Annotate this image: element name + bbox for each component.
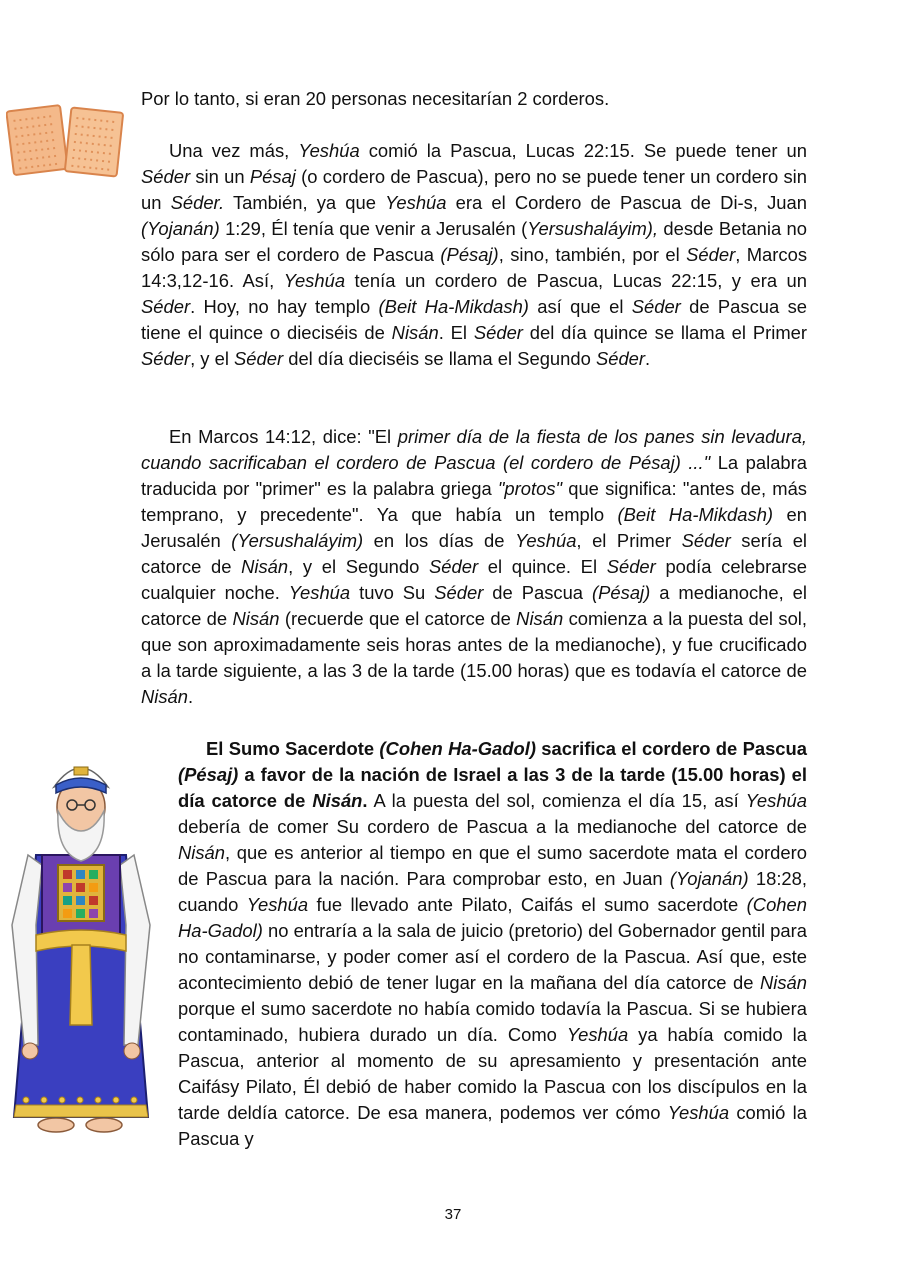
italic-term: Yeshúa [385, 192, 447, 213]
text-run: 1:29, Él tenía que venir a Jerusalén ( [219, 218, 528, 239]
paragraph-lamb-count [141, 86, 807, 112]
text-run: En Marcos 14:12, dice: "El [169, 426, 398, 447]
text-run: Por lo tanto, si eran 20 personas necesitarían 2 corderos. [141, 88, 610, 109]
italic-term: (Cohen Ha-Gadol) [379, 738, 536, 759]
italic-quote: primer día de la fiesta de los panes sin levadura, cuando sacrificaban el cordero de Pascua (el cordero de Pésaj) ..." [141, 426, 807, 473]
text-run: a medianoche, el catorce de [141, 582, 807, 629]
text-run: , y el [190, 348, 235, 369]
italic-term: Nisán [241, 556, 289, 577]
italic-term: Séder [429, 556, 479, 577]
italic-term: Séder [473, 322, 523, 343]
italic-term: Séder. [170, 192, 225, 213]
text-run: (recuerde que el catorce de [279, 608, 517, 629]
text-run: fue llevado ante Pilato, Caifás el sumo sacerdote [308, 894, 747, 915]
text-run: También, ya que [224, 192, 386, 213]
text-run: Una vez más, [169, 140, 299, 161]
italic-term: (Pésaj) [592, 582, 651, 603]
text-run: debería de comer Su cordero de Pascua a la medianoche del catorce de [178, 816, 807, 837]
italic-term: Séder [141, 348, 191, 369]
text-run: La palabra traducida por "primer" es la palabra griega [141, 452, 807, 499]
italic-term: (Beit Ha-Mikdash) [378, 296, 529, 317]
text-run: podía celebrarse cualquier noche. [141, 556, 807, 603]
italic-term: Séder [681, 530, 731, 551]
text-run: , y el Segundo [288, 556, 430, 577]
italic-term: (Pésaj) [440, 244, 499, 265]
bold-text: . [362, 790, 368, 811]
italic-term: Nisán [178, 842, 226, 863]
italic-term: (Yersushaláyim) [231, 530, 364, 551]
text-run: , sino, también, por el [498, 244, 687, 265]
text-run: de Pascua se tiene el quince o dieciséis de [141, 296, 807, 343]
text-run: 18:28, cuando [178, 868, 807, 915]
page-number: 37 [444, 1206, 462, 1223]
high-priest-illustration [6, 745, 156, 1135]
italic-term: Nisán [312, 790, 363, 811]
italic-term: Nisán [759, 972, 807, 993]
italic-term: Yeshúa [515, 530, 577, 551]
italic-term: Pésaj [249, 166, 296, 187]
text-run: no entraría a la sala de juicio (pretorio) del Gobernador gentil para no contaminarse, y poder comer así el cordero de la Pascua. Así que, este acontecimiento debió de tener lugar en la mañana del día catorce de [178, 920, 807, 993]
text-run: del día quince se llama el Primer [522, 322, 807, 343]
italic-term: Séder [141, 166, 191, 187]
text-run: . Hoy, no hay templo [190, 296, 379, 317]
italic-term: Yeshúa [283, 270, 346, 291]
text-run: tenía un cordero de Pascua, Lucas 22:15, y era un [345, 270, 808, 291]
text-run: del día dieciséis se llama el Segundo [283, 348, 596, 369]
bold-text: sacrifica el cordero de Pascua [535, 738, 808, 759]
text-run: en Jerusalén [141, 504, 807, 551]
text-run: , Marcos 14:3,12-16. Así, [141, 244, 808, 291]
paragraph-seder-pesaj [141, 138, 807, 372]
text-run: porque el sumo sacerdote no había comido todavía la Pascua. Si se hubiera contaminado, hubiera durado un día. Como [178, 998, 807, 1045]
text-run: ya había comido la Pascua, anterior al momento de su apresamiento y presentación ante Caifásy Pilato, Él debió de haber comido la Pascua con los discípulos en la tarde deldía catorce. De esa manera, podemos ver cómo [178, 1024, 807, 1123]
text-run: comienza a la puesta del sol, que son aproximadamente seis horas antes de la medianoche), y fue crucificado a la tarde siguiente, a las 3 de la tarde (15.00 horas) que es todavía el catorce de [141, 608, 807, 681]
matzah-bread-illustration [6, 100, 124, 182]
italic-term: Séder [631, 296, 681, 317]
italic-term: Nisán [516, 608, 564, 629]
text-run: . [188, 686, 194, 707]
text-run: comió la Pascua, Lucas 22:15. Se puede tener un [359, 140, 807, 161]
italic-term: Séder [234, 348, 284, 369]
italic-term: (Beit Ha-Mikdash) [617, 504, 774, 525]
text-run: sin un [190, 166, 250, 187]
italic-term: Séder [606, 556, 656, 577]
italic-term: (Pésaj) [178, 764, 239, 785]
text-run: , el Primer [576, 530, 682, 551]
italic-term: (Yojanán) [141, 218, 220, 239]
italic-term: Yeshúa [745, 790, 807, 811]
text-run: comió la Pascua y [178, 1102, 807, 1149]
text-run: de Pascua [483, 582, 592, 603]
italic-term: Séder [141, 296, 191, 317]
italic-term: Séder [595, 348, 646, 369]
paragraph-marcos-14-12 [141, 424, 807, 710]
italic-term: Yersushaláyim), [527, 218, 659, 239]
text-run: (o cordero de Pascua), pero no se puede tener un cordero sin un [141, 166, 807, 213]
italic-term: Yeshúa [667, 1102, 730, 1123]
bold-text: El Sumo Sacerdote [206, 738, 380, 759]
italic-term: Séder [686, 244, 736, 265]
text-run: , que es anterior al tiempo en que el sumo sacerdote mata el cordero de Pascua para la nación. Para comprobar esto, en Juan [178, 842, 807, 889]
italic-term: Yeshúa [566, 1024, 629, 1045]
text-run: desde Betania no sólo para ser el cordero de Pascua [141, 218, 807, 265]
italic-term: (Yojanán) [669, 868, 749, 889]
italic-term: Nisán [232, 608, 280, 629]
text-run: que significa: "antes de, más temprano, y precedente". Ya que había un templo [141, 478, 808, 525]
italic-term: "protos" [497, 478, 563, 499]
italic-term: Nisán [391, 322, 439, 343]
text-run: sería el catorce de [141, 530, 808, 577]
text-run: así que el [528, 296, 632, 317]
italic-term: Séder [434, 582, 484, 603]
text-run: A la puesta del sol, comienza el día 15, así [367, 790, 746, 811]
italic-term: (Cohen Ha-Gadol) [178, 894, 807, 941]
text-run: tuvo Su [350, 582, 435, 603]
text-run: . [645, 348, 651, 369]
italic-term: Yeshúa [298, 140, 360, 161]
bold-italic-term [379, 738, 536, 759]
italic-term: Yeshúa [288, 582, 351, 603]
text-run: . El [438, 322, 474, 343]
text-run: el quince. El [478, 556, 607, 577]
text-run: en los días de [363, 530, 516, 551]
bold-italic-term [178, 764, 238, 785]
bold-text: a favor de la nación de Israel a las 3 de la tarde (15.00 horas) el día catorce de [178, 764, 807, 811]
italic-term: Nisán [141, 686, 189, 707]
text-run: era el Cordero de Pascua de Di-s, Juan [446, 192, 807, 213]
bold-italic-term [312, 790, 362, 811]
paragraph-sumo-sacerdote [178, 736, 807, 1152]
italic-term: Yeshúa [246, 894, 309, 915]
